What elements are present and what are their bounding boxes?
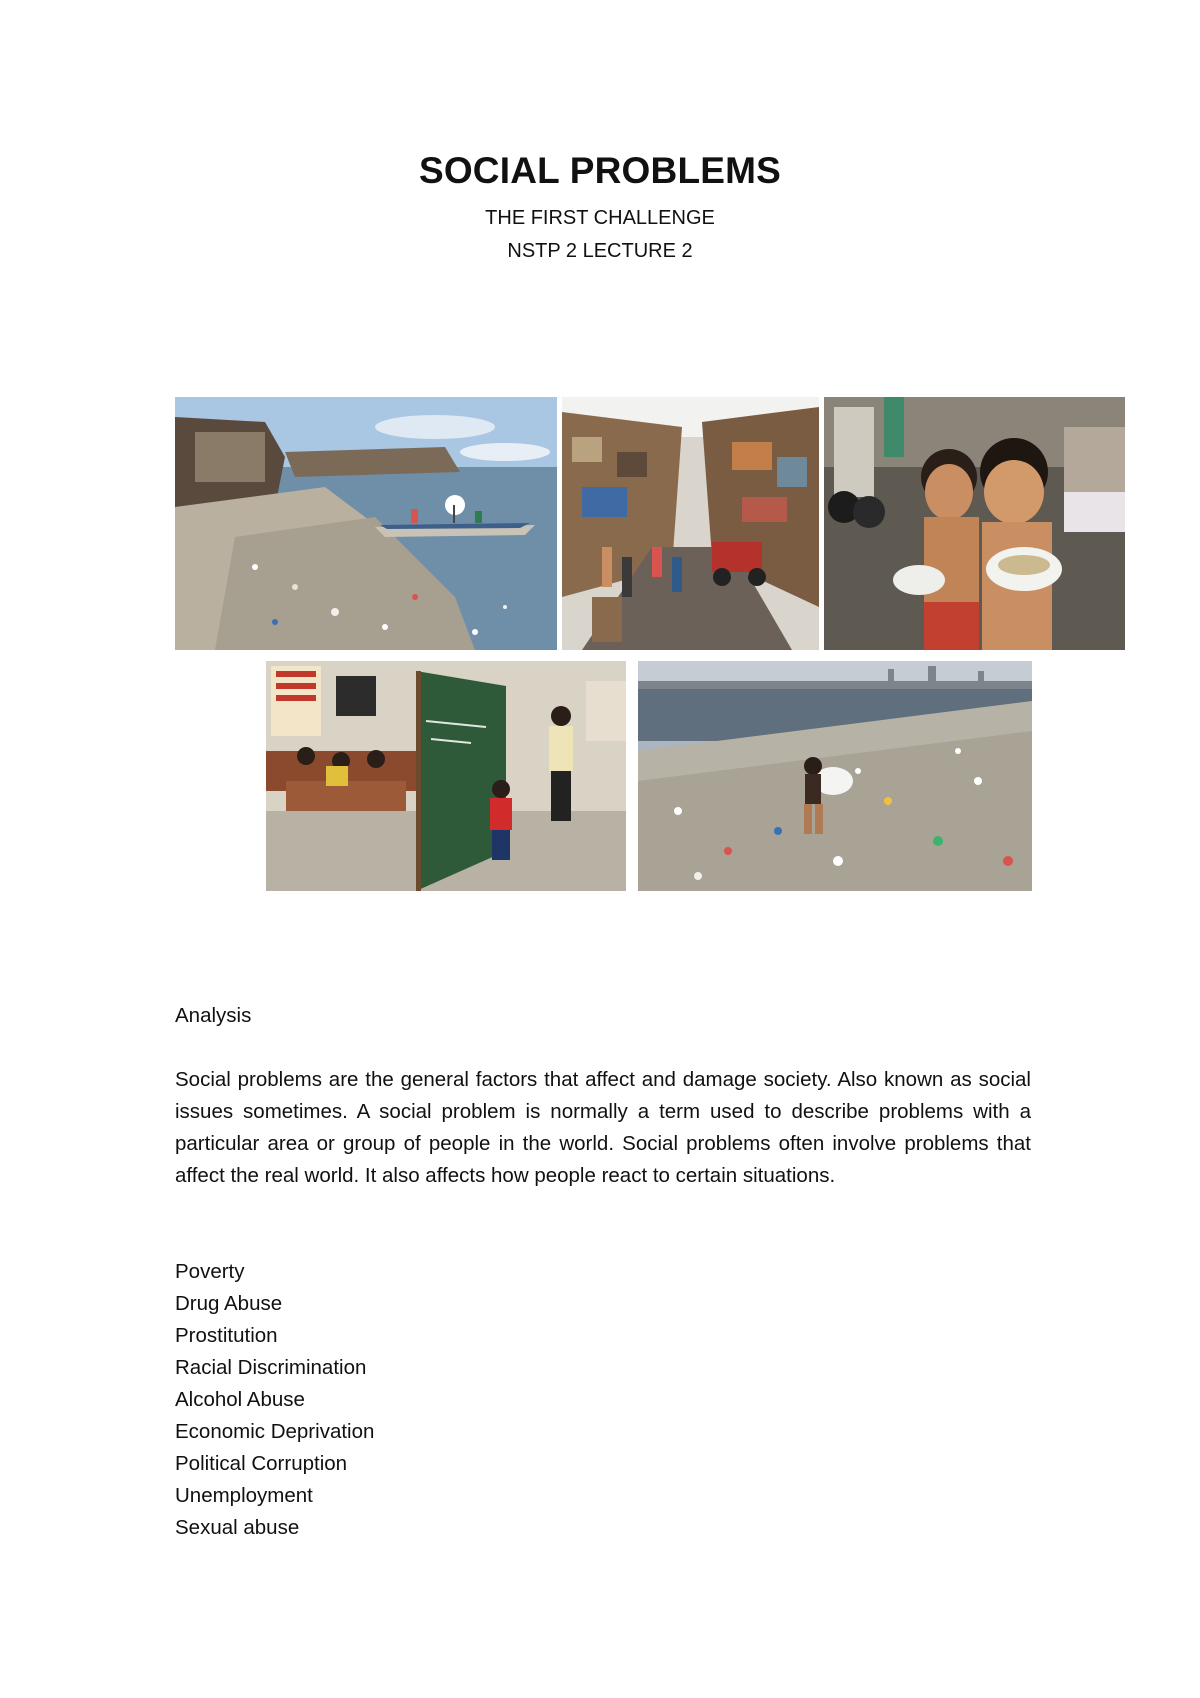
list-item: Prostitution bbox=[175, 1324, 278, 1347]
list-item: Economic Deprivation bbox=[175, 1420, 375, 1443]
list-item: Racial Discrimination bbox=[175, 1356, 367, 1379]
social-problems-list bbox=[175, 1256, 374, 1544]
classroom-photo bbox=[266, 661, 626, 891]
analysis-paragraph: Social problems are the general factors that affect and damage society. Also known as social issues sometimes. A social problem is normally a term used to describe problems with a particular area or group of people in the world. Social problems often involve problems that affect the real world. It also affects how people react to certain situations. bbox=[175, 1068, 1031, 1187]
page-subtitle: THE FIRST CHALLENGE bbox=[485, 207, 715, 229]
list-item: Sexual abuse bbox=[175, 1516, 300, 1539]
list-item: Political Corruption bbox=[175, 1452, 348, 1475]
lecture-label: NSTP 2 LECTURE 2 bbox=[507, 240, 693, 262]
children-eating-photo bbox=[824, 397, 1125, 650]
list-item: Poverty bbox=[175, 1260, 245, 1283]
section-heading: Analysis bbox=[175, 1004, 252, 1027]
list-item: Alcohol Abuse bbox=[175, 1388, 305, 1411]
polluted-shore-photo bbox=[175, 397, 557, 650]
list-item: Unemployment bbox=[175, 1484, 313, 1507]
list-item: Drug Abuse bbox=[175, 1292, 283, 1315]
page-title: SOCIAL PROBLEMS bbox=[418, 150, 782, 191]
garbage-shore-photo bbox=[638, 661, 1032, 891]
slum-alley-photo bbox=[562, 397, 819, 650]
